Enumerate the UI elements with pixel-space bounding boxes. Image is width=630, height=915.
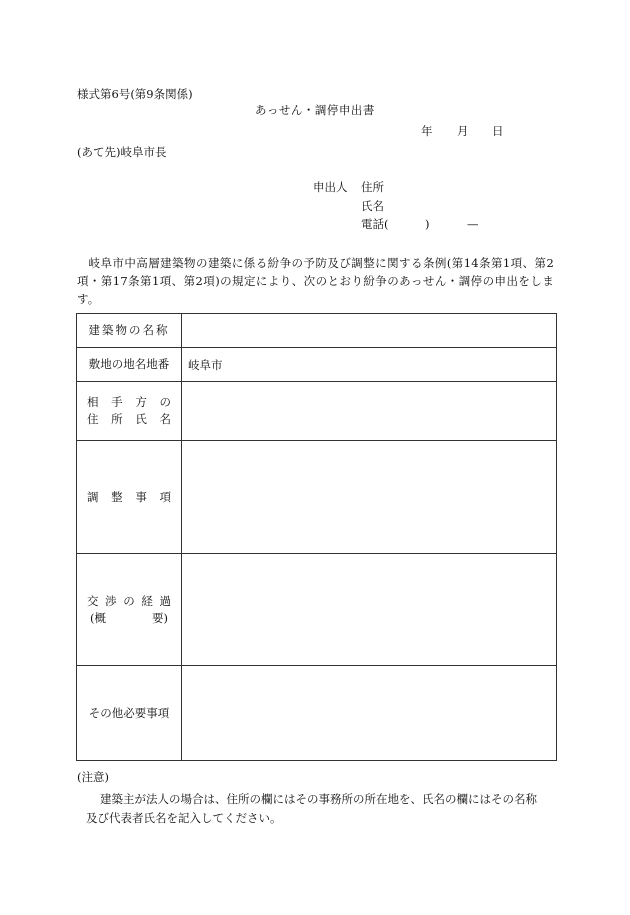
- applicant-name-label: 氏名: [361, 199, 384, 213]
- preamble-text: 岐阜市中高層建築物の建築に係る紛争の予防及び調整に関する条例(第14条第1項、第2項・第17条第1項、第2項)の規定により、次のとおり紛争のあっせん・調停の申出をします。: [77, 256, 554, 306]
- label-negotiation: [77, 554, 182, 666]
- applicant-phone-label: 電話(: [361, 217, 389, 231]
- field-adjustment[interactable]: [182, 441, 557, 554]
- note-body: [77, 790, 555, 828]
- applicant-phone-close: ): [425, 217, 430, 231]
- date-year: 年: [421, 124, 433, 138]
- field-site-address[interactable]: 岐阜市: [182, 348, 557, 382]
- label-adjustment: 調整事項: [77, 441, 182, 554]
- addressee: (あて先)岐阜市長: [77, 145, 167, 159]
- label-counterparty: [77, 382, 182, 441]
- label-counterparty-line2: 住所氏名: [87, 412, 171, 426]
- note-line-1: 建築主が法人の場合は、住所の欄にはその事務所の所在地を、氏名の欄にはその名称: [100, 792, 537, 806]
- row-adjustment: [77, 441, 557, 554]
- label-negotiation-line2: (概 要): [90, 610, 168, 625]
- row-building-name: [77, 314, 557, 348]
- date-month: 月: [457, 124, 469, 138]
- field-counterparty[interactable]: [182, 382, 557, 441]
- row-negotiation: [77, 554, 557, 666]
- label-building-name: 建築物の名称: [77, 314, 182, 348]
- date-day: 日: [492, 124, 504, 138]
- label-other: その他必要事項: [77, 666, 182, 761]
- row-counterparty: [77, 382, 557, 441]
- field-other[interactable]: [182, 666, 557, 761]
- note-heading: (注意): [77, 770, 109, 784]
- label-negotiation-line1: 交渉の経過: [87, 593, 171, 608]
- label-counterparty-line1: 相手方の: [87, 395, 171, 409]
- field-building-name[interactable]: [182, 314, 557, 348]
- page-title: あっせん・調停申出書: [255, 103, 375, 117]
- applicant-heading: 申出人: [313, 180, 348, 194]
- row-site-address: [77, 348, 557, 382]
- applicant-phone-dash: —: [467, 217, 479, 231]
- label-site-address: 敷地の地名地番: [77, 348, 182, 382]
- field-negotiation[interactable]: [182, 554, 557, 666]
- note-line-2: 及び代表者氏名を記入してください。: [86, 811, 282, 825]
- applicant-address-label: 住所: [361, 180, 384, 194]
- row-other: [77, 666, 557, 761]
- form-number: 様式第6号(第9条関係): [77, 87, 193, 101]
- application-table: [76, 313, 557, 761]
